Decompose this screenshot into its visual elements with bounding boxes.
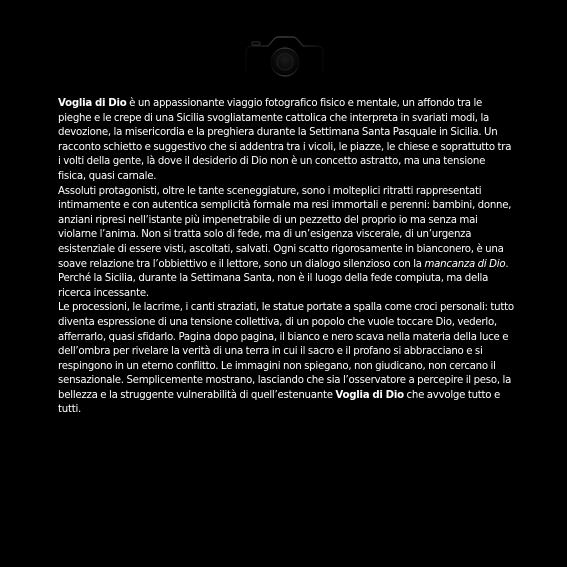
description-text [58, 97, 514, 418]
paragraph-1 [58, 97, 514, 185]
book-title-closing: Voglia di Dio [335, 389, 404, 401]
book-title: Voglia di Dio [58, 98, 127, 109]
emphasis-phrase: mancanza di Dio [424, 258, 506, 270]
paragraph-3 [58, 301, 514, 418]
paragraph-3-text-b: che avvolge tutto e tutti. [58, 389, 500, 416]
paragraph-2 [58, 185, 514, 302]
paragraph-1-text: è un appassionante viaggio fotografico fisico e mentale, un affondo tra le pieghe e le crepe di una Sicilia svogliatamente cattolica che interpreta in svariati modi, la devozione, la misericordia e la preghiera durante la Settimana Santa Pasquale in Sicilia. Un racconto schietto e suggestivo che si addentra tra i vicoli, le piazze, le chiese e soprattutto tra i volti della gente, là dove il desiderio di Dio non è un concetto astratto, ma una tensione fisica, quasi carnale. [58, 98, 512, 182]
paragraph-3-text-a: Le processioni, le lacrime, i canti straziati, le statue portate a spalla come croci personali: tutto diventa espressione di una tensione collettiva, di un popolo che vuole toccare Dio, vederlo, afferrarlo, quasi sfidarlo. Pagina dopo pagina, il bianco e nero scava nella materia della luce e dell’ombra per rivelare la verità di una terra in cui il sacro e il profano si abbracciano e si respingono in un eterno conflitto. Le immagini non spiegano, non giudicano, non cercano il sensazionale. Semplicemente mostrano, lasciando che sia l’osservatore a percepire il peso, la bellezza e la struggente vulnerabilità di quell’estenuante [58, 302, 514, 401]
paragraph-2-text-b: . Perché la Sicilia, durante la Settimana Santa, non è il luogo della fede compiuta, ma della ricerca incessante. [58, 258, 509, 299]
paragraph-2-text-a: Assoluti protagonisti, oltre le tante sceneggiature, sono i molteplici ritratti rappresentati intimamente e con autentica semplicità formale ma resi immortali e perenni: bambini, donne, anziani ripresi nell’istante più impenetrabile di un pezzetto del proprio io ma senza mai violarne l’anima. Non si tratta solo di fede, ma di un’esigenza viscerale, di un’urgenza esistenziale di essere visti, ascoltati, salvati. Ogni scatto rigorosamente in bianconero, è una soave relazione tra l’obbiettivo e il lettore, sono un dialogo silenzioso con la [58, 185, 512, 270]
camera-icon [0, 0, 567, 80]
